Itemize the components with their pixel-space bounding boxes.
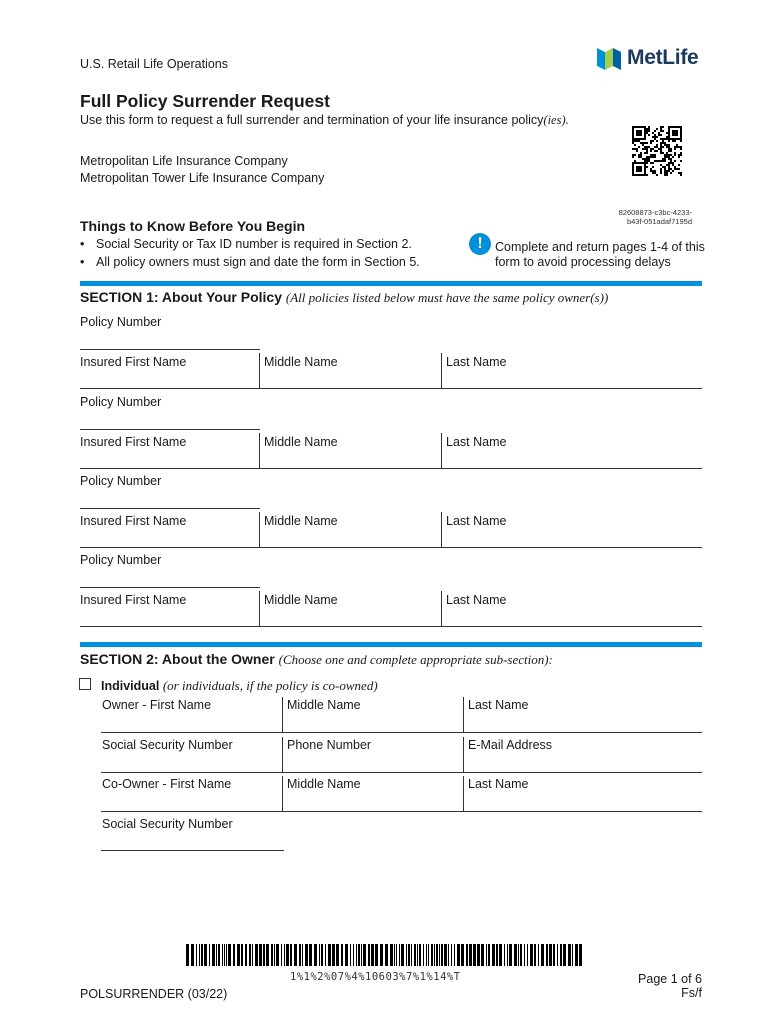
form-suffix: Fs/f xyxy=(681,986,702,1000)
middle-name-label: Middle Name xyxy=(264,435,338,449)
form-description xyxy=(80,113,569,128)
insured-first-name-label: Insured First Name xyxy=(80,514,187,528)
co-owner-middle-name-label: Middle Name xyxy=(287,777,361,791)
co-owner-ssn-label: Social Security Number xyxy=(102,817,233,831)
metlife-logo xyxy=(596,45,698,71)
field-divider xyxy=(282,776,283,812)
section-1-title xyxy=(80,289,608,306)
policy-number-field[interactable] xyxy=(80,587,260,588)
policy-number-field[interactable] xyxy=(80,429,260,430)
section-1-heading: SECTION 1: About Your Policy xyxy=(80,289,282,305)
section-1-note: (All policies listed below must have the same policy owner(s)) xyxy=(285,290,609,305)
description-text: Use this form to request a full surrender and termination of your life insurance policy xyxy=(80,113,544,127)
owner-name-field[interactable] xyxy=(101,732,702,733)
individual-checkbox[interactable] xyxy=(79,678,91,690)
brand-name: MetLife xyxy=(627,46,699,69)
individual-label xyxy=(101,678,378,694)
insured-name-field[interactable] xyxy=(80,468,702,469)
document-id-line-2: b43f-051adaf7195d xyxy=(626,217,692,226)
field-divider xyxy=(441,591,442,627)
barcode xyxy=(186,944,586,966)
company-name-metropolitan-life: Metropolitan Life Insurance Company xyxy=(80,154,288,168)
field-divider xyxy=(259,591,260,627)
co-owner-first-name-label: Co-Owner - First Name xyxy=(102,777,232,791)
policy-number-field[interactable] xyxy=(80,349,260,350)
bullet-item xyxy=(80,237,412,251)
insured-first-name-label: Insured First Name xyxy=(80,355,187,369)
co-owner-ssn-field[interactable] xyxy=(101,850,284,851)
section-1-divider xyxy=(80,281,702,286)
field-divider xyxy=(259,353,260,389)
exclamation-icon: ! xyxy=(469,233,491,255)
owner-last-name-label: Last Name xyxy=(468,698,529,712)
description-suffix: (ies). xyxy=(543,113,569,127)
individual-note: (or individuals, if the policy is co-owned) xyxy=(162,678,378,693)
policy-number-label: Policy Number xyxy=(80,315,162,329)
bullet-dot: • xyxy=(80,237,85,251)
owner-ssn-label: Social Security Number xyxy=(102,738,233,752)
field-divider xyxy=(463,737,464,773)
owner-contact-field[interactable] xyxy=(101,772,702,773)
qr-code xyxy=(632,126,682,176)
document-id xyxy=(588,208,692,226)
field-divider xyxy=(282,737,283,773)
last-name-label: Last Name xyxy=(446,593,507,607)
owner-middle-name-label: Middle Name xyxy=(287,698,361,712)
middle-name-label: Middle Name xyxy=(264,514,338,528)
policy-number-label: Policy Number xyxy=(80,474,162,488)
bullet-item xyxy=(80,255,420,269)
section-2-divider xyxy=(80,642,702,647)
policy-number-label: Policy Number xyxy=(80,395,162,409)
owner-phone-label: Phone Number xyxy=(287,738,372,752)
bullet-dot: • xyxy=(80,255,85,269)
policy-number-label: Policy Number xyxy=(80,553,162,567)
operations-label: U.S. Retail Life Operations xyxy=(80,57,228,71)
things-to-know-title: Things to Know Before You Begin xyxy=(80,218,306,234)
field-divider xyxy=(259,512,260,548)
field-divider xyxy=(441,512,442,548)
section-2-title xyxy=(80,651,553,668)
co-owner-last-name-label: Last Name xyxy=(468,777,529,791)
individual-title: Individual xyxy=(101,679,160,693)
policy-number-field[interactable] xyxy=(80,508,260,509)
owner-first-name-label: Owner - First Name xyxy=(102,698,212,712)
co-owner-name-field[interactable] xyxy=(101,811,702,812)
page-number: Page 1 of 6 xyxy=(638,972,702,986)
field-divider xyxy=(282,697,283,733)
field-divider xyxy=(441,433,442,469)
insured-first-name-label: Insured First Name xyxy=(80,593,187,607)
last-name-label: Last Name xyxy=(446,514,507,528)
bullet-text: All policy owners must sign and date the form in Section 5. xyxy=(96,255,420,269)
field-divider xyxy=(441,353,442,389)
document-id-line-1: 82608873-c3bc-4233- xyxy=(618,208,692,217)
section-2-heading: SECTION 2: About the Owner xyxy=(80,651,275,667)
insured-name-field[interactable] xyxy=(80,547,702,548)
last-name-label: Last Name xyxy=(446,355,507,369)
section-2-note: (Choose one and complete appropriate sub-section): xyxy=(278,652,553,667)
form-code: POLSURRENDER (03/22) xyxy=(80,987,228,1001)
insured-name-field[interactable] xyxy=(80,626,702,627)
last-name-label: Last Name xyxy=(446,435,507,449)
field-divider xyxy=(463,697,464,733)
barcode-text: 1%1%2%07%4%10603%7%1%14%T xyxy=(290,971,461,983)
company-name-metropolitan-tower: Metropolitan Tower Life Insurance Company xyxy=(80,171,325,185)
bullet-text: Social Security or Tax ID number is required in Section 2. xyxy=(96,237,412,251)
field-divider xyxy=(463,776,464,812)
form-title: Full Policy Surrender Request xyxy=(80,91,330,111)
middle-name-label: Middle Name xyxy=(264,593,338,607)
insured-first-name-label: Insured First Name xyxy=(80,435,187,449)
metlife-logo-icon xyxy=(596,45,622,71)
owner-email-label: E-Mail Address xyxy=(468,738,553,752)
middle-name-label: Middle Name xyxy=(264,355,338,369)
field-divider xyxy=(259,433,260,469)
insured-name-field[interactable] xyxy=(80,388,702,389)
notice-text: Complete and return pages 1-4 of this form to avoid processing delays xyxy=(495,240,705,269)
